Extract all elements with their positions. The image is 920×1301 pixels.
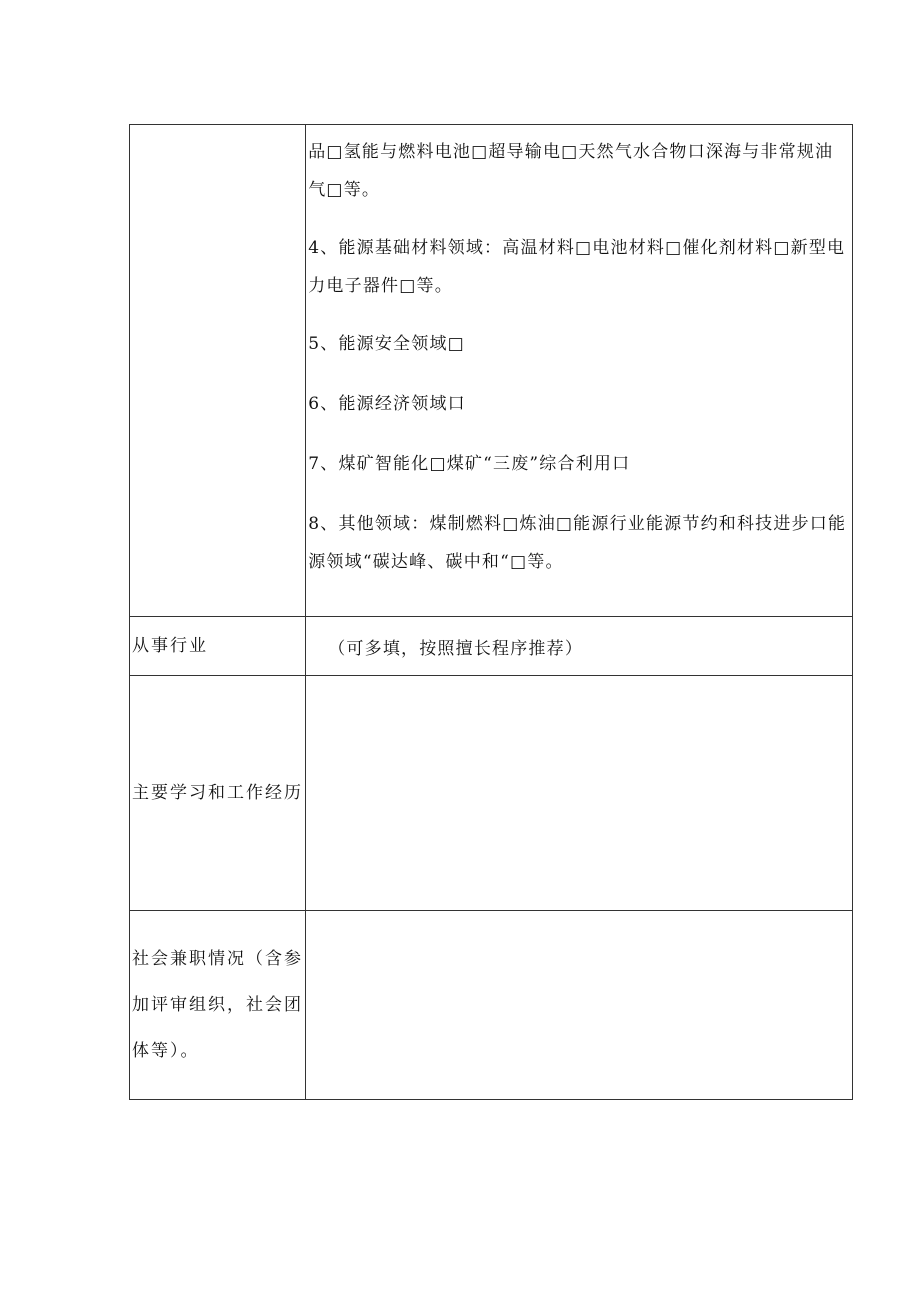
fields-label-cell (130, 125, 306, 617)
field-paragraph-energy-security: 5、能源安全领域□ (308, 334, 465, 354)
experience-input-cell[interactable] (306, 676, 853, 911)
experience-row (130, 676, 853, 911)
experience-label: 主要学习和工作经历 (132, 783, 303, 803)
social-label-cell (130, 911, 306, 1100)
fields-content-cell (306, 125, 853, 617)
industry-label-cell (130, 617, 306, 676)
experience-label-cell (130, 676, 306, 911)
social-label: 社会兼职情况（含参加评审组织，社会团体等）。 (132, 949, 303, 1061)
field-paragraph-energy-economy: 6、能源经济领域口 (308, 394, 466, 414)
field-paragraph-other: 8、其他领域：煤制燃料□炼油□能源行业能源节约和科技进步口能源领域“碳达峰、碳中和“□等。 (308, 514, 847, 572)
fields-row (130, 125, 853, 617)
expert-info-table (129, 124, 853, 1100)
industry-label: 从事行业 (132, 636, 208, 656)
field-paragraph-continuation: 品□氢能与燃料电池□超导输电□天然气水合物口深海与非常规油气□等。 (308, 142, 834, 200)
social-row (130, 911, 853, 1100)
field-paragraph-energy-materials: 4、能源基础材料领域：高温材料□电池材料□催化剂材料□新型电力电子器件□等。 (308, 238, 846, 296)
industry-input-cell[interactable] (306, 617, 853, 676)
social-input-cell[interactable] (306, 911, 853, 1100)
industry-hint: （可多填，按照擅长程序推荐） (328, 638, 584, 659)
industry-row (130, 617, 853, 676)
field-paragraph-coal-mine: 7、煤矿智能化□煤矿“三废”综合利用口 (308, 454, 631, 474)
